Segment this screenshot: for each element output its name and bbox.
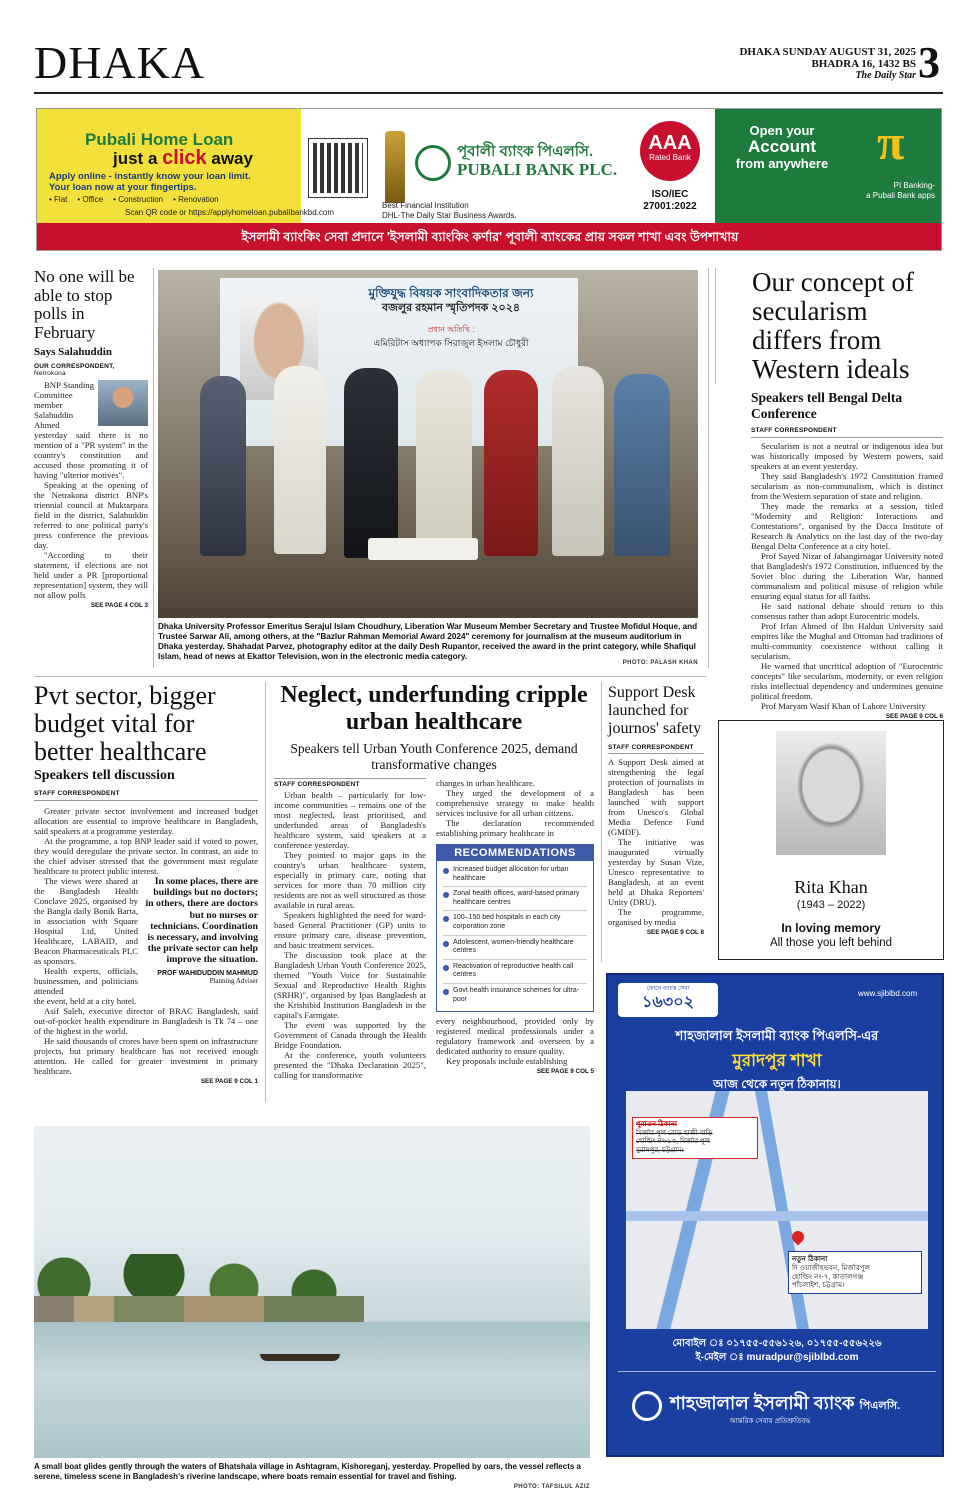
bank-tagline: আন্তরিক সেবায় প্রতিশ্রুতিবদ্ধ [729, 1418, 811, 1425]
ad-apply-line1: Apply online - instantly know your loan limit. [49, 171, 251, 182]
ceremony-credit: PHOTO: PALASH KHAN [622, 660, 698, 666]
ad-bank-name [457, 143, 617, 179]
recommendation-item: Increased budget allocation for urban healthcare [443, 863, 587, 887]
banner-line3: প্রধান অতিথি : [427, 325, 475, 334]
trophy-icon [385, 131, 405, 203]
person [614, 374, 670, 556]
pvt-outro [34, 996, 258, 1076]
recommendation-item: 100–150 bed hospitals in each city corporation zone [443, 911, 587, 935]
paragraph: The views were shared at the Bangladesh Health Conclave 2025, organised by the Bangla daily Bonik Barta, in association with Square Hospital Ltd, United Healthcare, LABAID, and Beacon Pharmaceuticals PLC as sponsors. [34, 876, 138, 966]
bullet-icon [443, 916, 449, 922]
new-line2: হোল্ডিং নং-৭, কাতালগঞ্জ [792, 1271, 864, 1281]
water-reflection [34, 1322, 590, 1458]
old-address [632, 1117, 758, 1159]
old-line1: মির্জার পুল রোড হাজী বাড়ি [636, 1129, 713, 1137]
paragraph: The event was supported by the Government of Canada through the Health Bridge Foundation. [274, 1020, 426, 1050]
banner-line2: বজলুর রহমান স্মৃতিপদক ২০২৪ [382, 302, 520, 314]
old-line2: হোল্ডিং নং-১৩, মির্জার পুল [636, 1138, 710, 1146]
open-line1: Open your [749, 123, 815, 138]
paragraph: He warned that uncritical adoption of "Eurocentric concepts" like secularism, modernity, or even religion risks intellectual dependency and undermines genuine political freedom. [751, 661, 943, 701]
boat-credit: PHOTO: TAFSILUL AZIZ [513, 1484, 590, 1490]
paragraph: They pointed to major gaps in the country's urban healthcare system, especially in primary care, noting that services for more than 70 million city residents are not as well structured as those available in rural areas. [274, 850, 426, 910]
paragraph: every neighbourhood, provided only by registered medical professionals under a regulatory framework and overseen by a dedicated authority to ensure quality. [436, 1016, 594, 1057]
obituary-years: (1943 – 2022) [796, 899, 866, 911]
boat-photo [34, 1126, 590, 1458]
pi-line2: a Pubali Bank apps [866, 191, 935, 200]
pubali-logo-icon [415, 145, 451, 181]
banner-text [326, 286, 576, 349]
column-rule [153, 268, 154, 668]
obituary-box [718, 720, 944, 960]
ad-options [49, 195, 219, 204]
bullet-icon [443, 989, 449, 995]
paragraph: Secularism is not a neutral or indigenous idea but was historically imposed by Western powers, said speakers at an event yesterday. [751, 441, 943, 471]
ad-option: • Office [77, 195, 104, 204]
paragraph: Greater private sector involvement and increased budget allocation are essential to improve healthcare in Bangladesh, said speakers at a programme yesterday. [34, 806, 258, 836]
dateline [720, 46, 916, 82]
person [484, 370, 538, 556]
iso-num: 27001:2022 [643, 201, 697, 212]
story-pvt [34, 682, 258, 1085]
paragraph: BNP Standing Committee member Salahuddin Ahmed yesterday said there is no mention of a "PR system" in the country's constitution and accused those promoting it of having "ulterior motives". [34, 380, 148, 480]
boat-caption: A small boat glides gently through the waters of Bhatshala village in Ashtagram, Kishoreganj, yesterday. Propelled by oars, the vessel reflects a serene, timeless scene in Bangladesh's riverine landscape, where boats remain essential for travel and fishing. [34, 1462, 581, 1481]
obituary-line1: In loving memory [781, 921, 881, 935]
paragraph: The programme, organised by media [608, 907, 704, 927]
secularism-byline: STAFF CORRESPONDENT [751, 427, 837, 434]
person [200, 376, 246, 556]
ad-title [85, 131, 253, 168]
new-line3: পাঁচলাইশ, চট্টগ্রাম। [792, 1280, 845, 1290]
bank-headline-2: মুরাদপুর শাখা [732, 1051, 822, 1070]
bank-contact[interactable] [608, 1337, 944, 1365]
story-polls [34, 268, 148, 609]
paragraph: A Support Desk aimed at strengthening the legal protection of journalists in Bangladesh has been launched with support from Unesco's Global Media Defence Fund (GMDF). [608, 757, 704, 837]
story-support [608, 684, 704, 936]
new-address [788, 1251, 922, 1294]
pvt-intro [34, 806, 258, 876]
paragraph: At the programme, a top BNP leader said if voted to power, they would deregulate the private sector. In contrast, an aide to the chief adviser stressed that the government must regulate healthcare to protect public interest. [34, 836, 258, 876]
aaa-badge [640, 121, 700, 181]
ceremony-caption: Dhaka University Professor Emeritus Serajul Islam Choudhury, Liberation War Museum Member Secretary and Trustee Mofidul Hoque, and Trustee Sarwar Ali, among others, at the "Bazlur Rahman Memorial Award 2024" ceremony for journalism at the museum auditorium in Dhaka yesterday. Shahadat Parvez, photography editor at the daily Desh Rupantor, received the award in the print category, while Shafiqul Islam, head of news at Ekattor Television, won in the electronic media category. [158, 622, 698, 661]
polls-subhead: Says Salahuddin [34, 346, 112, 358]
paragraph: He said national debate should return to this consensus rather than adopt Eurocentric models. [751, 601, 943, 621]
open-line3: from anywhere [735, 156, 829, 171]
pi-banking [839, 181, 935, 201]
bank-headline [608, 1027, 944, 1096]
secularism-headline: Our concept of secularism differs from Western ideals [715, 268, 943, 384]
recommendation-item: Adolescent, women-friendly healthcare centres [443, 936, 587, 960]
ad-bank-english: PUBALI BANK PLC. [457, 160, 618, 179]
paragraph: They urged the development of a comprehensive strategy to make health services inclusive for all urban citizens. [436, 788, 594, 818]
ad-apply-line2: Your loan now at your fingertips. [49, 182, 197, 193]
ad-award [382, 201, 517, 221]
paragraph: At the conference, youth volunteers presented the "Dhaka Declaration 2025", calling for transformative [274, 1050, 426, 1080]
banner-line4: এমিরিটাস অধ্যাপক সিরাজুল ইসলাম চৌধুরী [373, 338, 529, 348]
bullet-icon [443, 965, 449, 971]
paragraph: Asif Saleh, executive director of BRAC Bangladesh, said out-of-pocket health expenditure in Bangladesh is Tk 74 – one of the highest in the world. [34, 1006, 258, 1036]
paragraph: Prof Sayed Nizar of Jahangirnagar University noted that Bangladesh's 1972 Constitution, influenced by the Soviet bloc during the Liberation War, banned communalism and political misuse of religion while ensuring equal status for all faiths. [751, 551, 943, 601]
paragraph: Key proposals include establishing [446, 1056, 568, 1067]
bank-headline-3: আজ থেকে নতুন ঠিকানায়। [713, 1077, 841, 1091]
polls-byline-1: OUR CORRESPONDENT, [34, 363, 115, 370]
bullet-icon [443, 868, 449, 874]
hotline-badge[interactable] [618, 983, 718, 1017]
pvt-col-left [34, 876, 138, 996]
open-account[interactable] [727, 123, 837, 171]
person [344, 368, 398, 558]
story-secularism [715, 268, 943, 720]
date: DHAKA SUNDAY AUGUST 31, 2025 [739, 46, 916, 58]
quote-text: In some places, there are buildings but no doctors; in others, there are doctors but no nurses or technicians. Coordination is necessary, and involving the private sector can help improve the situation. [145, 876, 258, 966]
page-number: 3 [918, 38, 940, 87]
obituary-name: Rita Khan [794, 877, 868, 897]
qr-code-icon[interactable] [309, 139, 367, 197]
column-rule [601, 682, 602, 962]
old-label: পুরাতন ঠিকানা [636, 1121, 677, 1128]
ad-award-line2: DHL-The Daily Star Business Awards. [382, 211, 517, 220]
bullet-icon [443, 892, 449, 898]
paragraph: Prof Maryam Wasif Khan of Lahore University [761, 701, 926, 711]
person [552, 366, 604, 556]
pvt-see-page[interactable]: SEE PAGE 9 COL 1 [200, 1078, 258, 1085]
paragraph: Health experts, officials, businessmen, and politicians attended [34, 966, 138, 996]
paragraph: Urban health – particularly for low-income communities – remains one of the most neglected, least prioritised, and underfunded areas of Bangladesh's healthcare system, said speakers at a conference yesterday. [274, 790, 426, 850]
village-houses [34, 1296, 364, 1322]
bank-footer-suffix: পিএলসি. [859, 1400, 901, 1412]
secularism-see-page[interactable]: SEE PAGE 9 COL 6 [885, 713, 943, 720]
paragraph: He said thousands of crores have been spent on infrastructure projects, but primary healthcare has not received enough attention. He called for greater investment in primary healthcare. [34, 1036, 258, 1076]
polls-see-page[interactable]: SEE PAGE 4 COL 3 [90, 602, 148, 609]
bank-mobile[interactable]: মোবাইল ঃ ০১৭৫৫-৫৫৬১২৬, ০১৭৫৫-৫৫৬২২৬ [672, 1338, 882, 1349]
paragraph: "According to their statement, if elections are not held under a PR [proportional representation] system, they will not allow polls [34, 550, 148, 600]
map-road [626, 1211, 928, 1221]
old-line3: মুরাদপুর, চট্টগ্রাম। [636, 1146, 684, 1154]
story-neglect [274, 682, 594, 1080]
paragraph: Speakers highlighted the need for ward-based General Practitioner (GP) units to ensure primary care, disease prevention, and basic treatment services. [274, 910, 426, 950]
ad-just: just a [113, 149, 158, 168]
person [274, 366, 326, 554]
ad-click: click [162, 147, 207, 169]
obituary-photo [776, 731, 886, 855]
ad-title-line1: Pubali Home Loan [85, 130, 234, 149]
pvt-headline: Pvt sector, bigger budget vital for better healthcare [34, 681, 216, 766]
ad-option: • Renovation [173, 195, 219, 204]
pi-line1: PI Banking- [893, 181, 935, 190]
recommendation-item: Zonal health offices, ward-based primary healthcare centres [443, 887, 587, 911]
support-body [608, 757, 704, 927]
ad-away: away [211, 149, 253, 168]
polls-headline: No one will be able to stop polls in February [34, 267, 135, 342]
recommendations-title: RECOMMENDATIONS [437, 845, 593, 861]
pvt-byline: STAFF CORRESPONDENT [34, 788, 258, 801]
banner-line1: মুক্তিযুদ্ধ বিষয়ক সাংবাদিকতার জন্য [368, 286, 534, 300]
polls-byline-2: Netrokona [34, 370, 66, 377]
obituary-line2: All those you left behind [769, 937, 893, 949]
ad-bank-bangla: পূবালী ব্যাংক পিএলসি. [457, 143, 594, 160]
paragraph: The discussion took place at the Bangladesh Urban Youth Conference 2025, themed "Youth Voice for Sustainable Sexual and Reproductive Health Rights (SRHR)", organised by Ipas Bangladesh at the Krishibid Institution Bangladesh in the capital's Farmgate. [274, 950, 426, 1020]
hotline-label: ফোনে ব্যাংক সেবা [646, 986, 690, 992]
aaa-text: AAA [648, 132, 692, 154]
open-line2: Account [748, 137, 816, 156]
ad-scan[interactable]: Scan QR code or https://applyhomeloan.pubalibankbd.com [125, 208, 335, 217]
iso-text: ISO/IEC [651, 189, 689, 200]
support-see-page[interactable]: SEE PAGE 9 COL 8 [646, 929, 704, 936]
bank-website[interactable]: www.sjiblbd.com [858, 989, 918, 998]
bank-map[interactable] [626, 1091, 928, 1329]
pvt-quote [144, 876, 258, 996]
bank-footer-main: শাহজালাল ইসলামী ব্যাংক [670, 1393, 855, 1413]
neglect-col1 [274, 790, 426, 1080]
column-rule [708, 268, 709, 668]
ad-apply [49, 171, 251, 193]
neglect-col2-top [436, 778, 594, 838]
paragraph: Prof Irfan Ahmed of Ibn Haldun University said empires like the Mughal and Ottoman had traditions of multi-community coexistence without calling it secularism. [751, 621, 943, 661]
paragraph: They made the remarks at a session, titled "Modernity and Religion: Interactions and Contestations", organised by the Dacca Institute of Research & Analytics on the last day of the two-day Bengal Delta Conference at a city hotel. [751, 501, 943, 551]
bangla-date: BHADRA 16, 1432 BS [811, 58, 916, 70]
paragraph: the event, held at a city hotel. [34, 996, 137, 1006]
masthead-rule [34, 92, 943, 94]
bank-headline-1: শাহজালাল ইসলামী ব্যাংক পিএলসি-এর [675, 1028, 879, 1043]
quote-role: Planning Adviser [209, 976, 258, 985]
support-headline: Support Desk launched for journos' safety [608, 684, 702, 737]
quote-author: PROF WAHIDUDDIN MAHMUD [157, 969, 258, 977]
neglect-headline: Neglect, underfunding cripple urban healthcare [280, 682, 588, 735]
iso-label [635, 189, 705, 213]
neglect-col2-bottom [436, 1016, 594, 1066]
polls-byline [34, 361, 148, 377]
section-title: DHAKA [34, 37, 206, 88]
ceremony-photo [158, 270, 698, 618]
sjibl-ad[interactable] [606, 973, 944, 1457]
bank-footer-rule [618, 1371, 936, 1372]
recommendation-item: Reactivation of reproductive health call centres [443, 960, 587, 984]
hotline-number: ১৬৩০২ [642, 994, 694, 1011]
pi-icon: π [877, 114, 905, 170]
support-byline: STAFF CORRESPONDENT [608, 742, 704, 754]
ad-bottom-strip: ইসলামী ব্যাংকিং সেবা প্রদানে 'ইসলামী ব্যাংকিং কর্ণার' পূবালী ব্যাংকের প্রায় সকল শাখা এবং উপশাখায় [37, 223, 942, 251]
recommendation-item: Govt health insurance schemes for ultra-poor [443, 984, 587, 1007]
pubali-ad[interactable] [36, 108, 942, 251]
bank-email[interactable]: ই-মেইল ঃ muradpur@sjiblbd.com [695, 1352, 859, 1363]
paragraph: changes in urban healthcare. [436, 778, 535, 788]
secularism-body [751, 437, 943, 711]
flower-table [368, 538, 478, 560]
ad-option: • Flat [49, 195, 68, 204]
paragraph: Speaking at the opening of the Netrakona district BNP's triennial council at Muktarpara field in the district, Salahuddin referred to one political party's press conference the previous day. [34, 480, 148, 550]
neglect-byline: STAFF CORRESPONDENT [274, 778, 426, 788]
bullet-icon [443, 941, 449, 947]
neglect-subhead: Speakers tell Urban Youth Conference 2025, demand transformative changes [290, 741, 578, 772]
neglect-see-page[interactable]: SEE PAGE 9 COL 5 [536, 1068, 594, 1076]
new-label: নতুন ঠিকানা [792, 1254, 828, 1263]
salahuddin-photo [98, 380, 148, 426]
recommendations-box [436, 844, 594, 1012]
paragraph: The initiative was inaugurated virtually yesterday by Susan Vize, Unesco representative to Bangladesh, at an event held at Dhaka Reporters' Unity (DRU). [608, 837, 704, 907]
paper-name: The Daily Star [855, 70, 916, 81]
ad-option: • Construction [113, 195, 164, 204]
secularism-subhead: Speakers tell Bengal Delta Conference [751, 390, 903, 421]
aaa-sub: Rated Bank [649, 153, 691, 162]
column-rule [265, 682, 266, 1102]
paragraph: The declaration recommended establishing primary healthcare in [436, 818, 594, 838]
sjibl-logo-icon [632, 1391, 662, 1421]
new-line1: দি ওয়াজীহভবন, মির্জারপুল [792, 1262, 871, 1272]
ad-award-line1: Best Financial Institution [382, 201, 469, 210]
boat-icon [260, 1354, 340, 1361]
person [416, 370, 472, 556]
section-rule [34, 676, 706, 677]
paragraph: They said Bangladesh's 1972 Constitution framed secularism as non-communalism, which is distinct from the Western separation of state and religion. [751, 471, 943, 501]
pvt-subhead: Speakers tell discussion [34, 768, 175, 783]
